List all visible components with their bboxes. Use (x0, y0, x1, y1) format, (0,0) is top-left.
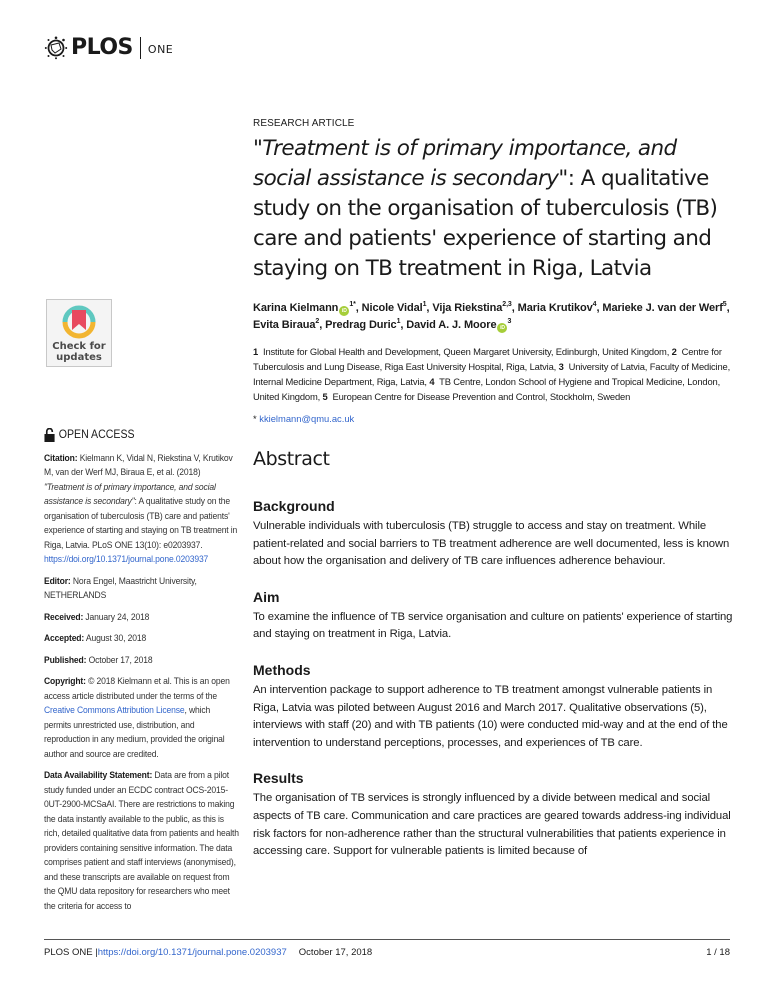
data-availability-block: Data Availability Statement: Data are from a pilot study funded under an ECDC contract OCS-2015-0UT-2900-MCSaAI. There are restrictions to making the data instantly available to the public, as this is rich, detailed qualitative data from patients and health providers containing sensitive information. The data comprises patient and staff interviews (anonymised), and these transcripts are available on request from the QMU data repository for researchers who meet the criteria for access to (44, 770, 239, 911)
abstract-heading: Abstract (253, 448, 330, 470)
affiliations (253, 344, 733, 404)
accepted-block: Accepted: August 30, 2018 (44, 633, 147, 643)
footer-journal: PLOS ONE | (44, 947, 98, 958)
corresponding-email-link[interactable]: kkielmann@qmu.ac.uk (259, 413, 355, 424)
affiliation-text: Institute for Global Health and Development, Queen Margaret University, Edinburgh, United Kingdom, (258, 346, 672, 357)
author-name: Predrag Duric (325, 319, 397, 331)
author-name: Vija Riekstina (432, 302, 503, 314)
author-list: Karina Kielmann $iD^{1*}$, Nicole Vidal$^1$, Vija Riekstina$^{2,3}$, Maria Krutikov$^4$, Marieke J. van der Werf$^5$, Evita Biraua$^2$, Predrag Duric$^1$, David A. J. Moore $iD^3$ (253, 301, 730, 331)
section-text: To examine the influence of TB service organisation and culture on patients' experience of starting and staying on treatment in Riga, Latvia. (253, 610, 733, 641)
section-heading: Background (253, 498, 335, 514)
copyright-block: Copyright: © 2018 Kielmann et al. This is an open access article distributed under the terms of the Creative Commons Attribution License, which permits unrestricted use, distribution, and reproduction in any medium, provided the original author and source are credited. (44, 676, 230, 759)
received-block: Received: January 24, 2018 (44, 611, 150, 622)
abstract-section-results (253, 770, 733, 860)
logo-text: PLOS (71, 35, 133, 60)
bookmark-ring-icon (61, 304, 97, 340)
license-link[interactable]: Creative Commons Attribution License (44, 705, 185, 715)
section-text: An intervention package to support adherence to TB treatment amongst vulnerable patients in Riga, Latvia was piloted between August 2016 and March 2017. Qualitative observations (5), interviews with staff (20) and with TB patients (10) were conducted mid-way and at the end of the intervention to understand perceptions, processes, and experiences of TB care. (253, 683, 728, 749)
section-text: Vulnerable individuals with tuberculosis (TB) struggle to access and stay on treatment. While patient-related and social barriers to TB treatment adherence are well documented, less is known about how the organisation and delivery of TB care influences adherence behaviour. (253, 520, 730, 568)
affiliation-text: University of Latvia, Faculty of Medicine, Internal Medicine Department, Riga, Latvia, (253, 361, 731, 387)
citation-doi-link[interactable]: https://doi.org/10.1371/journal.pone.0203937 (44, 554, 209, 564)
footer-doi-link[interactable]: https://doi.org/10.1371/journal.pone.0203937 (97, 947, 287, 958)
article-title: "Treatment is of primary importance, and social assistance is secondary": A qualitative study on the organisation of tuberculosis (TB) care and patients' experience of starting and staying on TB treatment in Riga, Latvia (253, 136, 718, 281)
unlocked-padlock-icon (44, 428, 55, 442)
affiliation-number: 3 (558, 361, 564, 372)
open-access-label: OPEN ACCESS (44, 428, 239, 443)
footer-divider (44, 939, 730, 940)
section-heading: Methods (253, 661, 311, 678)
abstract-section-methods (253, 662, 733, 752)
author-affiliation-sup: 1 (422, 301, 427, 308)
author-affiliation-sup: 4 (592, 301, 597, 308)
section-heading: Results (253, 770, 304, 787)
affiliation-text: Centre for Tuberculosis and Lung Disease, Riga East University Hospital, Riga, Latvia, (253, 346, 722, 372)
abstract-section-aim (253, 589, 733, 644)
orcid-icon[interactable]: iD (497, 323, 507, 333)
author-name: Evita Biraua (253, 319, 316, 331)
author-name: Maria Krutikov (517, 302, 593, 314)
article-sidebar (44, 428, 239, 920)
affiliation-number: 5 (322, 391, 328, 402)
author-affiliation-sup: 1 (396, 318, 401, 325)
author-affiliation-sup: 5 (722, 301, 727, 308)
author-affiliation-sup: 2 (315, 318, 320, 325)
published-block: Published: October 17, 2018 (44, 654, 153, 665)
author-name: Karina Kielmann (253, 302, 339, 314)
section-heading: Aim (253, 588, 280, 605)
citation-block: Citation: Kielmann K, Vidal N, Riekstina V, Krutikov M, van der Werf MJ, Biraua E, et al. (2018) "Treatment is of primary importance, and social assistance is secondary": A qualitative study on the organisation of tuberculosis (TB) care and patients' experience of starting and staying on TB treatment in Riga, Latvia. PLoS ONE 13(10): e0203937. https://doi.org/10.1371/journal.pone.0203937 (44, 452, 238, 564)
section-text: The organisation of TB services is strongly influenced by a divide between medical and social aspects of TB care. Communication and care practices are geared towards address-ing individual risk factors for non-adherence rather than the structural vulnerabilities that patients experience in accessing care. Support for vulnerable patients is limited because of (253, 792, 731, 858)
footer-date: October 17, 2018 (298, 947, 373, 958)
logo-divider (140, 37, 141, 59)
plos-one-logo (44, 36, 173, 60)
check-for-updates-label: Check for updates (52, 341, 106, 363)
article-main (253, 118, 733, 879)
author-affiliation-sup: 2,3 (502, 301, 512, 308)
affiliation-number: 4 (429, 376, 435, 387)
check-for-updates-badge[interactable] (46, 299, 112, 367)
corresponding-author: * kkielmann@qmu.ac.uk (253, 413, 355, 424)
plos-globe-icon (44, 36, 68, 60)
affiliation-number: 1 (253, 346, 259, 357)
author-affiliation-sup: 3 (507, 318, 512, 325)
page-number: 1 / 18 (706, 947, 730, 958)
affiliation-text: European Centre for Disease Prevention and Control, Stockholm, Sweden (327, 391, 631, 402)
logo-journal: ONE (147, 42, 174, 56)
affiliation-text: TB Centre, London School of Hygiene and Tropical Medicine, London, United Kingdom, (253, 376, 721, 402)
orcid-icon[interactable]: iD (339, 306, 349, 316)
article-type: RESEARCH ARTICLE (253, 118, 355, 129)
author-name: David A. J. Moore (406, 319, 497, 331)
page-footer (44, 947, 730, 958)
author-name: Nicole Vidal (361, 302, 423, 314)
editor-block: Editor: Nora Engel, Maastricht University, NETHERLANDS (44, 575, 197, 600)
author-name: Marieke J. van der Werf (602, 302, 723, 314)
affiliation-number: 2 (671, 346, 677, 357)
abstract-section-background (253, 498, 733, 571)
author-affiliation-sup: 1* (349, 301, 356, 308)
